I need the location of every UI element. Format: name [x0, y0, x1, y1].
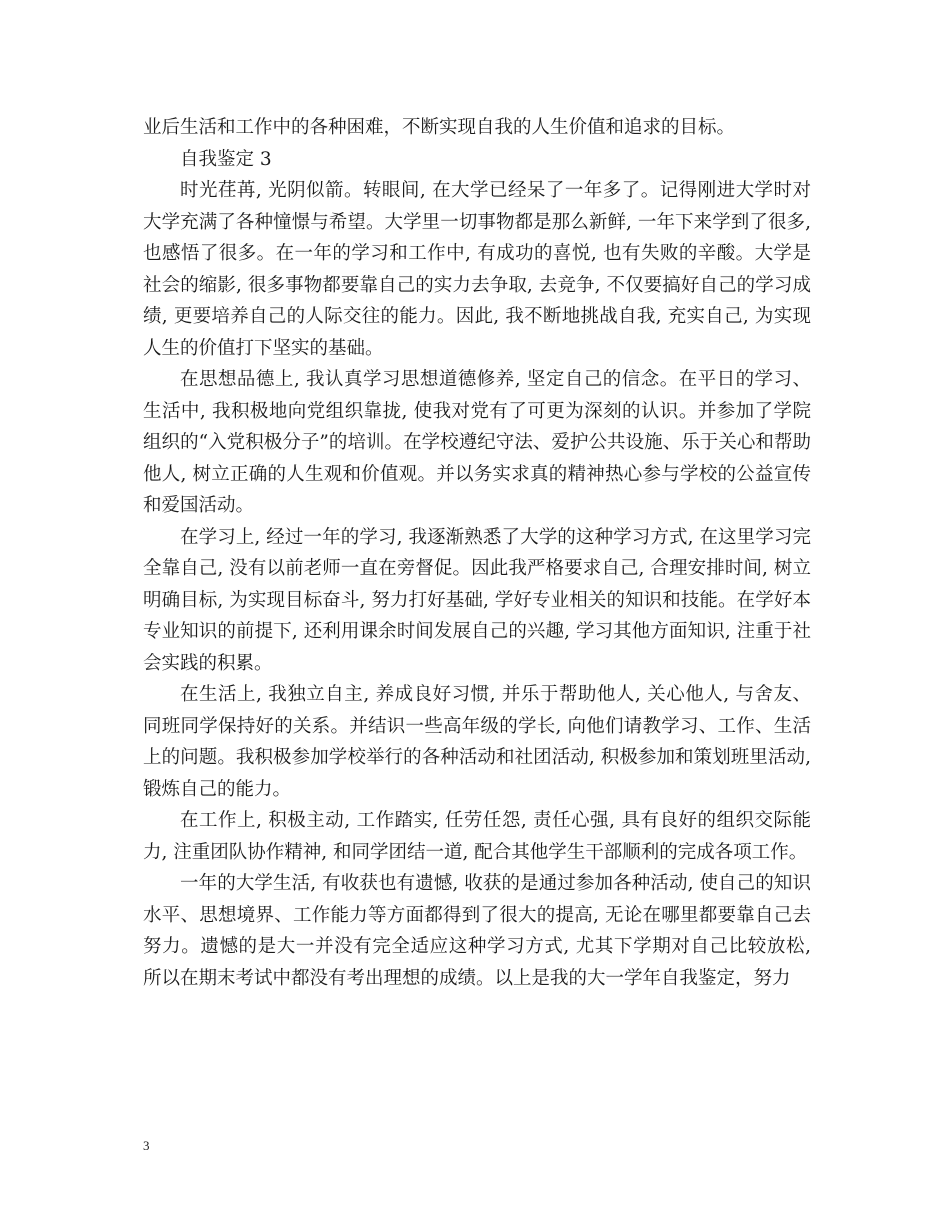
section-heading: 自我鉴定 3: [180, 148, 272, 170]
paragraph-life: 在生活上, 我独立自主, 养成良好习惯, 并乐于帮助他人, 关心他人, 与舍友、同班同学保持好的关系。并结识一些高年级的学长, 向他们请教学习、工作、生活上的问题。我积极参加学校举行的各种活动和社团活动, 积极参加和策划班里活动, 锻炼自己的能力。: [143, 684, 811, 800]
intro-line: 业后生活和工作中的各种困难，不断实现自我的人生价值和追求的目标。: [143, 117, 736, 138]
paragraph-ideology: 在思想品德上, 我认真学习思想道德修养, 坚定自己的信念。在平日的学习、生活中, 我积极地向党组织靠拢, 使我对党有了可更为深刻的认识。并参加了学院组织的“入党积极分子”的培训。在学校遵纪守法、爱护公共设施、乐于关心和帮助他人, 树立正确的人生观和价值观。并以务实求真的精神热心参与学校的公益宣传和爱国活动。: [143, 369, 811, 516]
paragraph-summary: 一年的大学生活, 有收获也有遗憾, 收获的是通过参加各种活动, 使自己的知识水平、思想境界、工作能力等方面都得到了很大的提高, 无论在哪里都要靠自己去努力。遗憾的是大一并没有完全适应这种学习方式, 尤其下学期对自己比较放松, 所以在期末考试中都没有考出理想的成绩。以上是我的大一学年自我鉴定，努力: [143, 873, 811, 989]
paragraph-intro: 时光荏苒, 光阴似箭。转眼间, 在大学已经呆了一年多了。记得刚进大学时对大学充满了各种憧憬与希望。大学里一切事物都是那么新鲜, 一年下来学到了很多, 也感悟了很多。在一年的学习和工作中, 有成功的喜悦, 也有失败的辛酸。大学是社会的缩影, 很多事物都要靠自己的实力去争取, 去竞争, 不仅要搞好自己的学习成绩, 更要培养自己的人际交往的能力。因此, 我不断地挑战自我, 充实自己, 为实现人生的价值打下坚实的基础。: [143, 180, 811, 359]
page-number: 3: [143, 1138, 150, 1153]
document-page: [143, 112, 811, 994]
paragraph-work: 在工作上, 积极主动, 工作踏实, 任劳任怨, 责任心强, 具有良好的组织交际能力, 注重团队协作精神, 和同学团结一道, 配合其他学生干部顺利的完成各项工作。: [143, 810, 811, 863]
paragraph-study: 在学习上, 经过一年的学习, 我逐渐熟悉了大学的这种学习方式, 在这里学习完全靠自己, 没有以前老师一直在旁督促。因此我严格要求自己, 合理安排时间, 树立明确目标, 为实现目标奋斗, 努力打好基础, 学好专业相关的知识和技能。在学好本专业知识的前提下, 还利用课余时间发展自己的兴趣, 学习其他方面知识, 注重于社会实践的积累。: [143, 526, 811, 674]
